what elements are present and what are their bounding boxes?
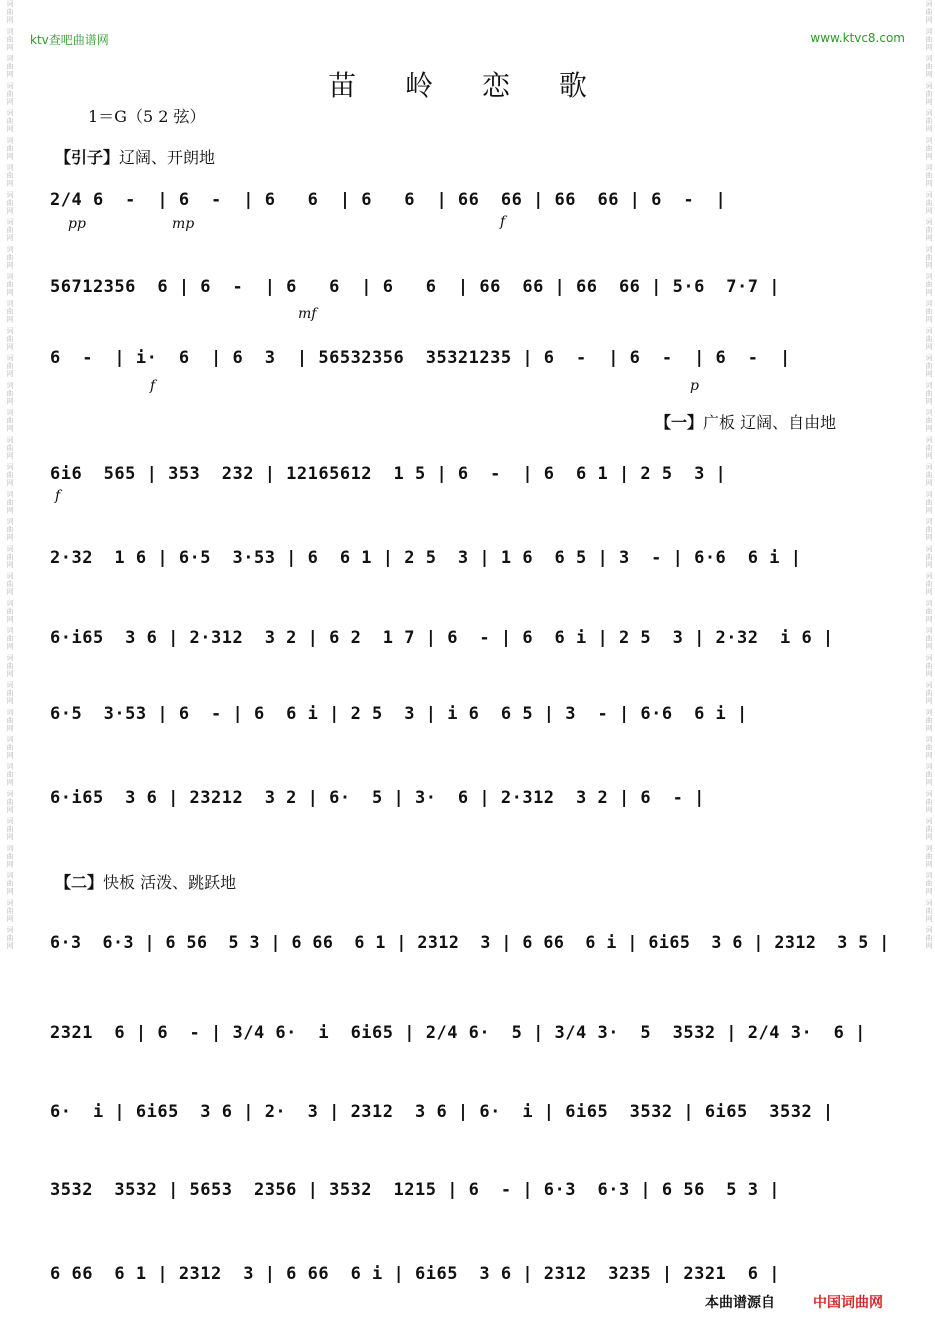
- score-line-5: [50, 536, 890, 576]
- side-watermark-text: 词曲网: [6, 27, 14, 52]
- side-watermark-text: 词曲网: [6, 653, 14, 678]
- side-watermark-text: 词曲网: [6, 381, 14, 406]
- side-watermark-text: 词曲网: [6, 272, 14, 297]
- side-watermark-text: 词曲网: [925, 136, 933, 161]
- side-watermark-text: 词曲网: [6, 708, 14, 733]
- side-watermark-text: 词曲网: [6, 490, 14, 515]
- site-watermark-left: ktv查吧曲谱网: [30, 33, 109, 47]
- side-watermark-text: 词曲网: [6, 217, 14, 242]
- side-watermark-text: 词曲网: [925, 680, 933, 705]
- side-watermark-text: 词曲网: [925, 571, 933, 596]
- side-watermark-text: 词曲网: [6, 817, 14, 842]
- side-watermark-text: 词曲网: [925, 708, 933, 733]
- side-watermark-text: 词曲网: [6, 544, 14, 569]
- side-watermark-text: 词曲网: [925, 245, 933, 270]
- side-watermark-text: 词曲网: [6, 735, 14, 760]
- notation-text: 6·i65 3 6 | 23212 3 2 | 6· 5 | 3· 6 | 2·312 3 2 | 6 - |: [50, 788, 705, 808]
- score-line-6: [50, 616, 890, 656]
- side-watermark-text: 词曲网: [6, 626, 14, 651]
- notation-text: 2321 6 | 6 - | 3/4 6· i 6i65 | 2/4 6· 5 | 3/4 3· 5 3532 | 2/4 3· 6 |: [50, 1023, 866, 1043]
- dynamic-mark: mf: [298, 306, 317, 322]
- side-watermark-text: 词曲网: [6, 517, 14, 542]
- score-line-3: [50, 336, 890, 376]
- footer-source-label: 本曲谱源自: [705, 1295, 775, 1311]
- side-watermark-text: 词曲网: [925, 817, 933, 842]
- section-two-heading: [55, 870, 236, 893]
- side-watermark-text: 词曲网: [925, 326, 933, 351]
- score-line-10: [50, 1011, 890, 1051]
- side-watermark-text: 词曲网: [925, 108, 933, 133]
- score-line-13: [50, 1252, 890, 1292]
- notation-text: 6·5 3·53 | 6 - | 6 6 i | 2 5 3 | i 6 6 5 | 3 - | 6·6 6 i |: [50, 704, 748, 724]
- side-watermark-text: 词曲网: [6, 245, 14, 270]
- side-watermark-text: 词曲网: [925, 272, 933, 297]
- side-watermark-text: 词曲网: [925, 54, 933, 79]
- side-watermark-text: 词曲网: [925, 871, 933, 896]
- section-one-heading: [655, 410, 836, 433]
- side-watermark-text: 词曲网: [925, 599, 933, 624]
- side-watermark-text: 词曲网: [925, 762, 933, 787]
- section-tempo: 辽阔、开朗地: [119, 148, 216, 167]
- dynamic-mark: f: [55, 488, 61, 504]
- side-watermark-text: 词曲网: [925, 490, 933, 515]
- side-watermark-text: 词曲网: [925, 544, 933, 569]
- section-intro-heading: [55, 145, 215, 168]
- section-label: 【二】: [55, 873, 104, 892]
- side-watermark-text: 词曲网: [925, 517, 933, 542]
- side-watermark-text: 词曲网: [925, 844, 933, 869]
- side-watermark-text: 词曲网: [6, 81, 14, 106]
- side-watermark-text: 词曲网: [925, 735, 933, 760]
- section-tempo: 快板 活泼、跳跃地: [103, 873, 237, 892]
- side-watermark-text: 词曲网: [6, 898, 14, 923]
- side-watermark-text: 词曲网: [6, 789, 14, 814]
- notation-text: 6 66 6 1 | 2312 3 | 6 66 6 i | 6i65 3 6 | 2312 3235 | 2321 6 |: [50, 1264, 780, 1284]
- side-watermark-text: 词曲网: [6, 190, 14, 215]
- side-watermark-text: 词曲网: [925, 626, 933, 651]
- side-watermark-text: 词曲网: [925, 190, 933, 215]
- score-line-12: [50, 1168, 890, 1208]
- notation-text: 3532 3532 | 5653 2356 | 3532 1215 | 6 - | 6·3 6·3 | 6 56 5 3 |: [50, 1180, 780, 1200]
- side-watermark-text: 词曲网: [925, 789, 933, 814]
- side-watermark-text: 词曲网: [6, 299, 14, 324]
- score-line-8: [50, 776, 890, 816]
- side-watermark-text: 词曲网: [925, 217, 933, 242]
- side-watermark-text: 词曲网: [925, 435, 933, 460]
- dynamic-mark: f: [150, 378, 156, 394]
- dynamic-mark: p: [690, 378, 699, 394]
- side-watermark-text: 词曲网: [6, 163, 14, 188]
- section-tempo: 广板 辽阔、自由地: [703, 413, 837, 432]
- right-watermark-strip: [921, 0, 933, 1339]
- score-line-11: [50, 1090, 890, 1130]
- score-line-4: [50, 452, 890, 492]
- side-watermark-text: 词曲网: [6, 680, 14, 705]
- side-watermark-text: 词曲网: [6, 844, 14, 869]
- side-watermark-text: 词曲网: [925, 381, 933, 406]
- side-watermark-text: 词曲网: [925, 299, 933, 324]
- notation-text: 2·32 1 6 | 6·5 3·53 | 6 6 1 | 2 5 3 | 1 6 6 5 | 3 - | 6·6 6 i |: [50, 548, 802, 568]
- side-watermark-text: 词曲网: [6, 408, 14, 433]
- notation-text: 6·i65 3 6 | 2·312 3 2 | 6 2 1 7 | 6 - | 6 6 i | 2 5 3 | 2·32 i 6 |: [50, 628, 834, 648]
- section-label: 【一】: [655, 413, 704, 432]
- notation-text: 56712356 6 | 6 - | 6 6 | 6 6 | 66 66 | 66 66 | 5·6 7·7 |: [50, 277, 780, 297]
- notation-text: 6· i | 6i65 3 6 | 2· 3 | 2312 3 6 | 6· i | 6i65 3532 | 6i65 3532 |: [50, 1102, 834, 1122]
- side-watermark-text: 词曲网: [925, 898, 933, 923]
- notation-text: 2/4 6 - | 6 - | 6 6 | 6 6 | 66 66 | 66 66 | 6 - |: [50, 190, 727, 210]
- side-watermark-text: 词曲网: [925, 925, 933, 950]
- footer-source-site: 中国词曲网: [813, 1295, 883, 1311]
- notation-text: 6i6 565 | 353 232 | 12165612 1 5 | 6 - | 6 6 1 | 2 5 3 |: [50, 464, 727, 484]
- side-watermark-text: 词曲网: [6, 435, 14, 460]
- side-watermark-text: 词曲网: [925, 0, 933, 24]
- score-line-7: [50, 692, 890, 732]
- side-watermark-text: 词曲网: [6, 599, 14, 624]
- notation-text: 6 - | i· 6 | 6 3 | 56532356 35321235 | 6 - | 6 - | 6 - |: [50, 348, 791, 368]
- side-watermark-text: 词曲网: [6, 326, 14, 351]
- side-watermark-text: 词曲网: [6, 925, 14, 950]
- side-watermark-text: 词曲网: [6, 571, 14, 596]
- side-watermark-text: 词曲网: [925, 163, 933, 188]
- score-line-2: [50, 265, 890, 305]
- side-watermark-text: 词曲网: [925, 408, 933, 433]
- side-watermark-text: 词曲网: [925, 354, 933, 379]
- score-line-1: [50, 178, 890, 218]
- side-watermark-text: 词曲网: [6, 108, 14, 133]
- side-watermark-text: 词曲网: [6, 0, 14, 24]
- side-watermark-text: 词曲网: [6, 871, 14, 896]
- section-label: 【引子】: [55, 148, 120, 167]
- site-watermark-right: www.ktvc8.com: [810, 31, 905, 45]
- score-line-9: [50, 921, 890, 961]
- side-watermark-text: 词曲网: [6, 762, 14, 787]
- dynamic-mark: pp: [68, 216, 86, 232]
- notation-text: 6·3 6·3 | 6 56 5 3 | 6 66 6 1 | 2312 3 | 6 66 6 i | 6i65 3 6 | 2312 3 5 |: [50, 933, 890, 953]
- key-signature: 1＝G（5 2 弦）: [88, 107, 206, 126]
- side-watermark-text: 词曲网: [6, 136, 14, 161]
- side-watermark-text: 词曲网: [6, 354, 14, 379]
- side-watermark-text: 词曲网: [925, 462, 933, 487]
- side-watermark-text: 词曲网: [6, 462, 14, 487]
- side-watermark-text: 词曲网: [925, 81, 933, 106]
- side-watermark-text: 词曲网: [925, 653, 933, 678]
- song-title: 苗 岭 恋 歌: [328, 69, 607, 102]
- side-watermark-text: 词曲网: [925, 27, 933, 52]
- dynamic-mark: f: [500, 214, 506, 230]
- dynamic-mark: mp: [172, 216, 195, 232]
- side-watermark-text: 词曲网: [6, 54, 14, 79]
- left-watermark-strip: [2, 0, 14, 1339]
